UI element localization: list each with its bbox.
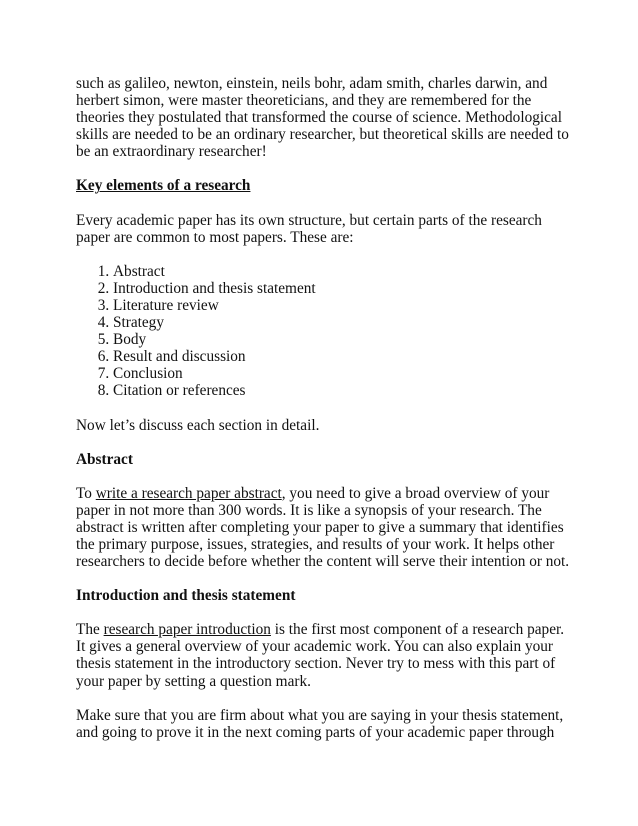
list-item: 1. Abstract — [113, 263, 572, 280]
key-elements-list — [76, 263, 572, 400]
document-content — [76, 75, 572, 758]
abstract-link[interactable]: write a research paper abstract — [95, 484, 282, 502]
intro-prefix: The — [76, 621, 104, 639]
list-item: 7. Conclusion — [113, 365, 572, 382]
introduction-link[interactable]: research paper introduction — [103, 621, 271, 639]
list-item: 3. Literature review — [113, 297, 572, 314]
abstract-text: , you need to give a broad overview of your paper in not more than 300 words. It is like a synopsis of your research. The abstract is written after completing your paper to give a summary that identifies the primary purpose, issues, strategies, and results of your work. It helps other researchers to decide before whether the content will serve their intention or not. — [76, 484, 570, 571]
list-item: 4. Strategy — [113, 314, 572, 331]
section-heading-abstract: Abstract — [76, 450, 133, 468]
list-item: 5. Body — [113, 331, 572, 348]
transition-paragraph: Now let’s discuss each section in detail. — [76, 416, 320, 434]
thesis-paragraph: Make sure that you are firm about what you are saying in your thesis statement, and going to prove it in the next coming parts of your academic paper through — [76, 706, 564, 741]
abstract-prefix: To — [76, 484, 96, 502]
introduction-paragraph — [76, 621, 572, 689]
abstract-paragraph — [76, 485, 572, 570]
list-item: 6. Result and discussion — [113, 348, 572, 365]
section-heading-introduction: Introduction and thesis statement — [76, 587, 296, 605]
intro-paragraph: such as galileo, newton, einstein, neils bohr, adam smith, charles darwin, and herbert simon, were master theoreticians, and they are remembered for the theories they postulated that transformed the course of science. Methodological skills are needed to be an ordinary researcher, but theoretical skills are needed to be an extraordinary researcher! — [76, 75, 569, 161]
section-heading-key-elements: Key elements of a research — [76, 177, 251, 195]
list-item: 2. Introduction and thesis statement — [113, 280, 572, 297]
structure-paragraph: Every academic paper has its own structure, but certain parts of the research paper are common to most papers. These are: — [76, 211, 542, 246]
list-item: 8. Citation or references — [113, 382, 572, 399]
intro-text: is the first most component of a research paper. It gives a general overview of your academic work. You can also explain your thesis statement in the introductory section. Never try to mess with this part of your paper by setting a question mark. — [76, 621, 565, 690]
